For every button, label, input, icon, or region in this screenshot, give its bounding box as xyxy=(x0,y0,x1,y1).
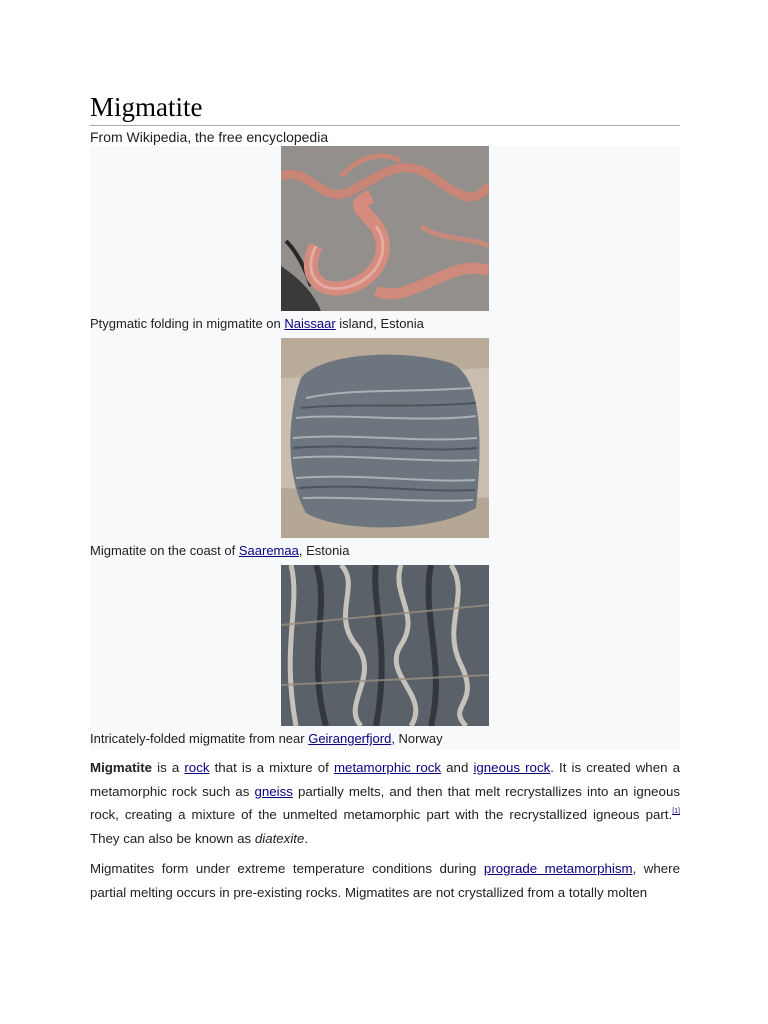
figure-caption: Migmatite on the coast of Saaremaa, Estonia xyxy=(90,543,350,558)
figure-caption: Intricately-folded migmatite from near Geirangerfjord, Norway xyxy=(90,731,443,746)
figure-saaremaa xyxy=(90,338,680,561)
article-page xyxy=(90,90,680,911)
link-geirangerfjord[interactable]: Geirangerfjord xyxy=(308,731,392,746)
page-title: Migmatite xyxy=(90,90,680,126)
article-body xyxy=(90,756,680,904)
link-prograde-metamorphism[interactable]: prograde metamorphism xyxy=(483,861,633,876)
link-metamorphic-rock[interactable]: metamorphic rock xyxy=(333,760,442,775)
link-igneous-rock[interactable]: igneous rock xyxy=(473,760,551,775)
figure-caption: Ptygmatic folding in migmatite on Naissaar island, Estonia xyxy=(90,316,424,331)
geirangerfjord-migmatite-photo[interactable] xyxy=(281,565,489,726)
image-gallery xyxy=(90,146,680,750)
saaremaa-boulder-photo[interactable] xyxy=(281,338,489,538)
ptygmatic-folding-photo[interactable] xyxy=(281,146,489,311)
figure-ptygmatic-folding xyxy=(90,146,680,334)
link-rock[interactable]: rock xyxy=(184,760,210,775)
paragraph-1: Migmatite is a rock that is a mixture of metamorphic rock and igneous rock. It is created when a metamorphic rock such as gneiss partially melts, and then that melt recrystallizes into an igneous rock, creating a mixture of the unmelted metamorphic part with the recrystallized igneous part.[1] They can also be known as diatexite. xyxy=(90,760,680,846)
link-saaremaa[interactable]: Saaremaa xyxy=(238,543,299,558)
link-gneiss[interactable]: gneiss xyxy=(254,783,293,799)
tagline: From Wikipedia, the free encyclopedia xyxy=(90,129,329,145)
figure-geirangerfjord xyxy=(90,565,680,749)
link-naissaar[interactable]: Naissaar xyxy=(284,316,336,331)
paragraph-2: Migmatites form under extreme temperature conditions during prograde metamorphism, where partial melting occurs in pre-existing rocks. Migmatites are not crystallized from a totally molten xyxy=(90,861,680,900)
reference-1[interactable]: [1] xyxy=(672,808,680,815)
